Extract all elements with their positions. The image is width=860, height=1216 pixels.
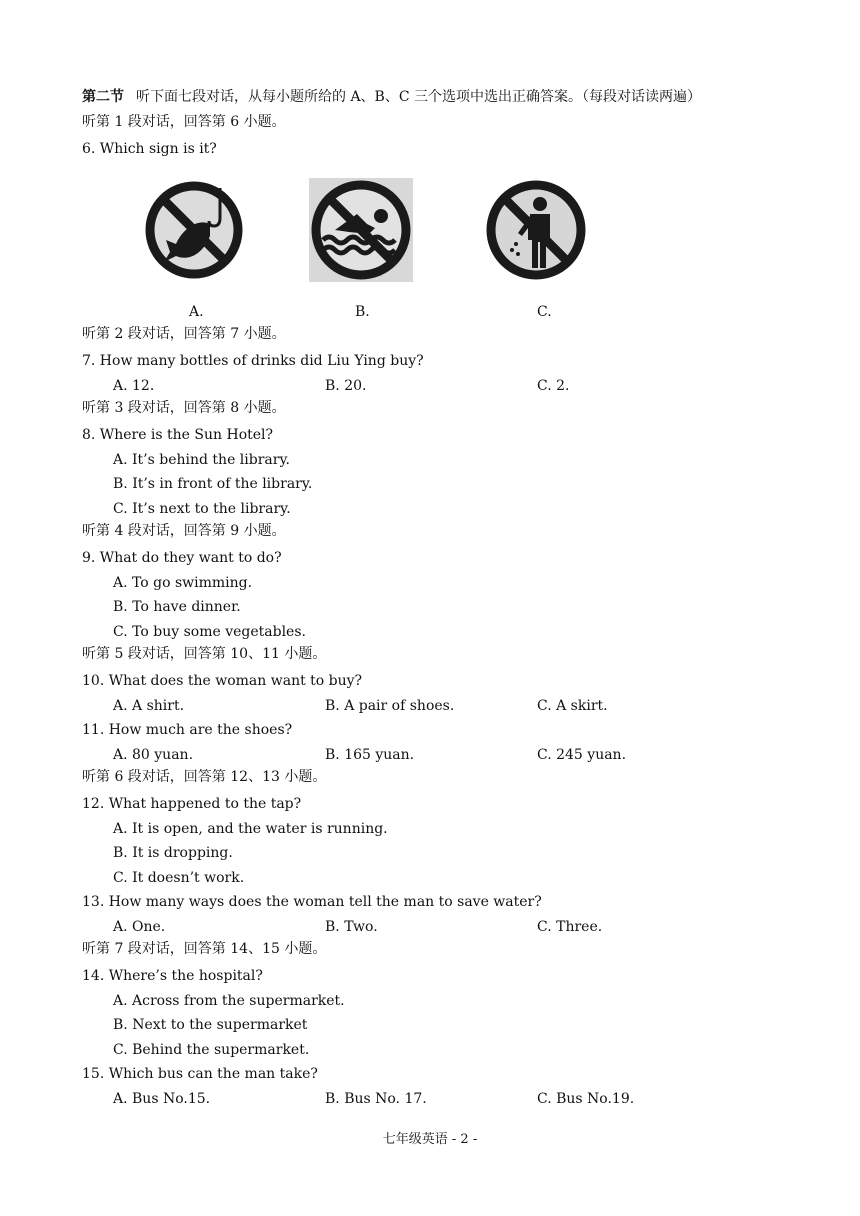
option-c: C. Bus No.19. <box>537 1091 635 1107</box>
option-b: B. Two. <box>325 919 378 935</box>
question-stem: 14. Where’s the hospital? <box>82 968 263 984</box>
option-c: C. A skirt. <box>537 698 608 714</box>
option-a: A. To go swimming. <box>113 575 253 591</box>
option-a: A. A shirt. <box>113 698 185 714</box>
option-a: A. Bus No.15. <box>113 1091 211 1107</box>
option-b: B. 20. <box>325 378 367 394</box>
section-instruction: 听下面七段对话，从每小题所给的 A、B、C 三个选项中选出正确答案。（每段对话读两遍） <box>136 89 702 105</box>
dialogue-intro: 听第 3 段对话，回答第 8 小题。 <box>82 400 286 416</box>
option-a: A. It’s behind the library. <box>113 452 290 468</box>
option-b: B. 165 yuan. <box>325 747 415 763</box>
question-stem: 8. Where is the Sun Hotel? <box>82 427 274 443</box>
dialogue-intro: 听第 5 段对话，回答第 10、11 小题。 <box>82 646 327 662</box>
option-a: A. 80 yuan. <box>113 747 194 763</box>
dialogue-intro: 听第 2 段对话，回答第 7 小题。 <box>82 326 286 342</box>
option-c: C. Behind the supermarket. <box>113 1042 310 1058</box>
option-b: B. It’s in front of the library. <box>113 476 313 492</box>
dialogue-intro: 听第 4 段对话，回答第 9 小题。 <box>82 523 286 539</box>
option-b: B. Next to the supermarket <box>113 1017 308 1033</box>
question-stem: 6. Which sign is it? <box>82 141 217 157</box>
option-a: A. 12. <box>113 378 155 394</box>
question-stem: 13. How many ways does the woman tell the man to save water? <box>82 894 542 910</box>
option-c: C. To buy some vegetables. <box>113 624 306 640</box>
question-stem: 9. What do they want to do? <box>82 550 282 566</box>
option-a: A. It is open, and the water is running. <box>113 821 388 837</box>
question-stem: 7. How many bottles of drinks did Liu Ying buy? <box>82 353 424 369</box>
option-a: A. One. <box>113 919 166 935</box>
option-c: C. 245 yuan. <box>537 747 627 763</box>
no-swimming-sign-icon <box>309 178 413 282</box>
option-c: C. It doesn’t work. <box>113 870 245 886</box>
question-stem: 15. Which bus can the man take? <box>82 1066 318 1082</box>
dialogue-intro: 听第 6 段对话，回答第 12、13 小题。 <box>82 769 327 785</box>
dialogue-intro: 听第 7 段对话，回答第 14、15 小题。 <box>82 941 327 957</box>
page-footer: 七年级英语 - 2 - <box>382 1132 478 1147</box>
question-stem: 11. How much are the shoes? <box>82 722 293 738</box>
option-b: B. It is dropping. <box>113 845 233 861</box>
question-stem: 10. What does the woman want to buy? <box>82 673 363 689</box>
option-c: C. 2. <box>537 378 570 394</box>
option-b: B. Bus No. 17. <box>325 1091 427 1107</box>
section-heading <box>82 88 701 106</box>
no-fishing-sign-icon <box>142 178 246 282</box>
option-a: A. Across from the supermarket. <box>113 993 345 1009</box>
dialogue-intro: 听第 1 段对话，回答第 6 小题。 <box>82 114 286 130</box>
option-a: A. <box>189 304 204 320</box>
question-stem: 12. What happened to the tap? <box>82 796 302 812</box>
option-c: C. Three. <box>537 919 603 935</box>
option-b: B. A pair of shoes. <box>325 698 455 714</box>
section-title: 第二节 <box>82 89 124 105</box>
no-littering-sign-icon <box>484 178 588 282</box>
option-b: B. <box>355 304 370 320</box>
option-c: C. <box>537 304 552 320</box>
option-c: C. It’s next to the library. <box>113 501 291 517</box>
option-b: B. To have dinner. <box>113 599 241 615</box>
